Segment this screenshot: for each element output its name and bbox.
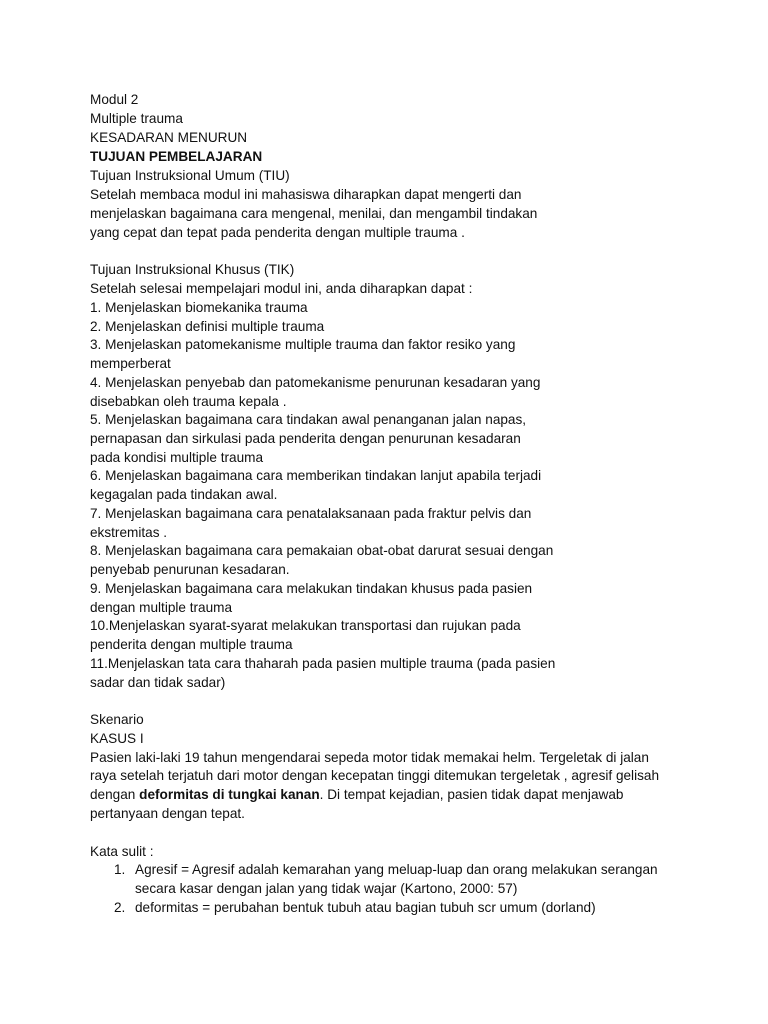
tik-list-line: kegagalan pada tindakan awal. (90, 487, 278, 502)
tiu-text-line: menjelaskan bagaimana cara mengenal, menilai, dan mengambil tindakan (90, 206, 538, 221)
glossary-item-text: deformitas = perubahan bentuk tubuh atau bagian tubuh scr umum (dorland) (135, 900, 596, 915)
tik-list-line: 11.Menjelaskan tata cara thaharah pada pasien multiple trauma (pada pasien (90, 656, 556, 671)
tik-list-line: 3. Menjelaskan patomekanisme multiple trauma dan faktor resiko yang (90, 337, 516, 352)
tik-list-line: 6. Menjelaskan bagaimana cara memberikan tindakan lanjut apabila terjadi (90, 468, 542, 483)
tik-list-line: pada kondisi multiple trauma (90, 450, 264, 465)
tik-list-line: 5. Menjelaskan bagaimana cara tindakan awal penanganan jalan napas, (90, 412, 527, 427)
tik-list-line: penyebab penurunan kesadaran. (90, 562, 290, 577)
tik-list-line: 4. Menjelaskan penyebab dan patomekanisme penurunan kesadaran yang (90, 375, 541, 390)
glossary-item-text: Agresif = Agresif adalah kemarahan yang meluap-luap dan orang melakukan serangan (135, 862, 658, 877)
case-text-line: Pasien laki-laki 19 tahun mengendarai sepeda motor tidak memakai helm. Tergeletak di jalan (90, 750, 649, 765)
case-text-line: raya setelah terjatuh dari motor dengan kecepatan tinggi ditemukan tergeletak , agresif gelisah (90, 768, 660, 783)
tik-list-line: 2. Menjelaskan definisi multiple trauma (90, 319, 325, 334)
tik-list-line: 7. Menjelaskan bagaimana cara penatalaksanaan pada fraktur pelvis dan (90, 506, 532, 521)
section-title: TUJUAN PEMBELAJARAN (90, 149, 263, 164)
tik-list-line: pernapasan dan sirkulasi pada penderita dengan penurunan kesadaran (90, 431, 521, 446)
case-title: KASUS I (90, 731, 144, 746)
glossary-heading: Kata sulit : (90, 844, 154, 859)
tik-list-line: 9. Menjelaskan bagaimana cara melakukan tindakan khusus pada pasien (90, 581, 533, 596)
tik-list-line: dengan multiple trauma (90, 600, 233, 615)
tiu-text-line: Setelah membaca modul ini mahasiswa diharapkan dapat mengerti dan (90, 187, 522, 202)
scenario-heading: Skenario (90, 712, 144, 727)
case-text-emphasis: deformitas di tungkai kanan (139, 787, 320, 802)
tik-list-line: penderita dengan multiple trauma (90, 637, 293, 652)
tiu-text-line: yang cepat dan tepat pada penderita dengan multiple trauma . (90, 225, 465, 240)
tik-list-line: 1. Menjelaskan biomekanika trauma (90, 300, 308, 315)
tik-list-line: sadar dan tidak sadar) (90, 675, 226, 690)
tik-list-line: 8. Menjelaskan bagaimana cara pemakaian obat-obat darurat sesuai dengan (90, 543, 554, 558)
case-text-line: pertanyaan dengan tepat. (90, 806, 245, 821)
tiu-heading: Tujuan Instruksional Umum (TIU) (90, 168, 290, 183)
module-label: Modul 2 (90, 92, 139, 107)
subtopic-heading: KESADARAN MENURUN (90, 130, 248, 145)
glossary-item-number: 2. (114, 900, 126, 915)
case-text-line (90, 786, 623, 804)
tik-list-line: disebabkan oleh trauma kepala . (90, 394, 287, 409)
case-text-prefix: dengan (90, 787, 140, 802)
tik-heading: Tujuan Instruksional Khusus (TIK) (90, 262, 295, 277)
tik-intro: Setelah selesai mempelajari modul ini, anda diharapkan dapat : (90, 281, 473, 296)
tik-list-line: 10.Menjelaskan syarat-syarat melakukan transportasi dan rujukan pada (90, 618, 521, 633)
case-text-suffix: . Di tempat kejadian, pasien tidak dapat menjawab (319, 787, 624, 802)
glossary-item-number: 1. (114, 862, 126, 877)
topic-label: Multiple trauma (90, 111, 183, 126)
tik-list-line: memperberat (90, 356, 171, 371)
glossary-item-text: secara kasar dengan jalan yang tidak wajar (Kartono, 2000: 57) (135, 881, 518, 896)
tik-list-line: ekstremitas . (90, 525, 168, 540)
